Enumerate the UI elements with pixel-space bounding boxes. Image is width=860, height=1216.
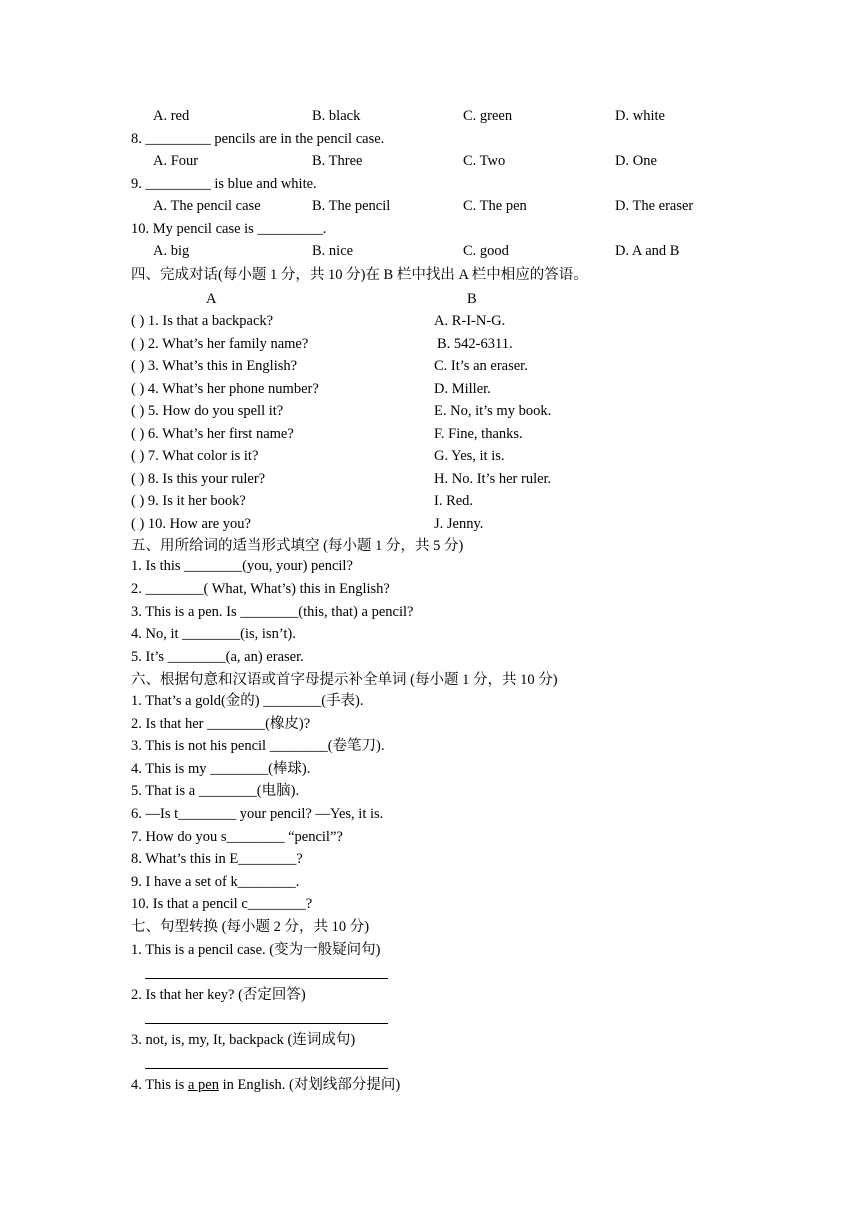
- section6-item-8: 8. What’s this in E________?: [131, 851, 303, 867]
- section5-item-1: 1. Is this ________(you, your) pencil?: [131, 558, 353, 574]
- section4-column-b-header: B: [467, 291, 477, 307]
- section4-question-6: ( ) 6. What’s her first name?: [131, 426, 294, 442]
- section5-item-3: 3. This is a pen. Is ________(this, that) a pencil?: [131, 604, 414, 620]
- section7-heading: 七、句型转换 (每小题 2 分，共 10 分): [131, 919, 370, 935]
- section4-answer-e: E. No, it’s my book.: [434, 403, 552, 419]
- section4-question-3: ( ) 3. What’s this in English?: [131, 358, 298, 374]
- section4-answer-f: F. Fine, thanks.: [434, 426, 523, 442]
- section7-answer-line-1[interactable]: [145, 978, 388, 979]
- section4-answer-i: I. Red.: [434, 493, 474, 509]
- section6-item-1: 1. That’s a gold(金的) ________(手表).: [131, 693, 364, 709]
- section5-heading: 五、用所给词的适当形式填空 (每小题 1 分，共 5 分): [131, 538, 464, 554]
- section6-item-10: 10. Is that a pencil c________?: [131, 896, 313, 912]
- section4-question-5: ( ) 5. How do you spell it?: [131, 403, 284, 419]
- q8-stem: 8. _________ pencils are in the pencil case.: [131, 131, 385, 147]
- section4-answer-h: H. No. It’s her ruler.: [434, 471, 552, 487]
- section6-item-3: 3. This is not his pencil ________(卷笔刀).: [131, 738, 385, 754]
- q8-option-c: C. Two: [463, 153, 506, 169]
- q10-option-c: C. good: [463, 243, 509, 259]
- section7-item-4-prefix: 4. This is: [131, 1077, 188, 1093]
- q10-option-d: D. A and B: [615, 243, 680, 259]
- section4-answer-a: A. R-I-N-G.: [434, 313, 506, 329]
- section6-item-4: 4. This is my ________(棒球).: [131, 761, 311, 777]
- q8-option-a: A. Four: [153, 153, 199, 169]
- section5-item-2: 2. ________( What, What’s) this in English?: [131, 581, 390, 597]
- section6-heading: 六、根据句意和汉语或首字母提示补全单词 (每小题 1 分，共 10 分): [131, 672, 558, 688]
- q10-option-b: B. nice: [312, 243, 354, 259]
- section6-item-5: 5. That is a ________(电脑).: [131, 783, 300, 799]
- section4-question-7: ( ) 7. What color is it?: [131, 448, 259, 464]
- q9-option-a: A. The pencil case: [153, 198, 261, 214]
- section5-item-4: 4. No, it ________(is, isn’t).: [131, 626, 296, 642]
- section7-item-4: [131, 1076, 400, 1094]
- q9-option-d: D. The eraser: [615, 198, 694, 214]
- section7-answer-line-3[interactable]: [145, 1068, 388, 1069]
- q10-stem: 10. My pencil case is _________.: [131, 221, 327, 237]
- section4-answer-c: C. It’s an eraser.: [434, 358, 528, 374]
- q9-option-b: B. The pencil: [312, 198, 391, 214]
- section7-item-2: 2. Is that her key? (否定回答): [131, 987, 306, 1003]
- section4-answer-d: D. Miller.: [434, 381, 491, 397]
- section4-column-a-header: A: [206, 291, 217, 307]
- section4-question-1: ( ) 1. Is that a backpack?: [131, 313, 274, 329]
- section7-answer-line-2[interactable]: [145, 1023, 388, 1024]
- section4-question-2: ( ) 2. What’s her family name?: [131, 336, 309, 352]
- section6-item-6: 6. —Is t________ your pencil? —Yes, it is.: [131, 806, 384, 822]
- section6-item-2: 2. Is that her ________(橡皮)?: [131, 716, 311, 732]
- q10-option-a: A. big: [153, 243, 190, 259]
- section7-item-4-underlined-phrase: a pen: [187, 1077, 219, 1093]
- section7-item-4-suffix: in English. (对划线部分提问): [218, 1077, 401, 1093]
- q8-option-b: B. Three: [312, 153, 363, 169]
- section4-question-4: ( ) 4. What’s her phone number?: [131, 381, 319, 397]
- q7-option-d: D. white: [615, 108, 665, 124]
- q7-option-b: B. black: [312, 108, 361, 124]
- section7-item-3: 3. not, is, my, It, backpack (连词成句): [131, 1032, 356, 1048]
- section4-question-10: ( ) 10. How are you?: [131, 516, 251, 532]
- q9-stem: 9. _________ is blue and white.: [131, 176, 317, 192]
- section7-item-1: 1. This is a pencil case. (变为一般疑问句): [131, 942, 381, 958]
- q7-option-a: A. red: [153, 108, 190, 124]
- q7-option-c: C. green: [463, 108, 513, 124]
- section4-answer-b: B. 542-6311.: [437, 336, 513, 352]
- section4-answer-j: J. Jenny.: [434, 516, 484, 532]
- section4-answer-g: G. Yes, it is.: [434, 448, 505, 464]
- section4-heading: 四、完成对话(每小题 1 分，共 10 分)在 B 栏中找出 A 栏中相应的答语。: [131, 267, 588, 283]
- section6-item-9: 9. I have a set of k________.: [131, 874, 300, 890]
- section5-item-5: 5. It’s ________(a, an) eraser.: [131, 649, 304, 665]
- q8-option-d: D. One: [615, 153, 657, 169]
- section4-question-8: ( ) 8. Is this your ruler?: [131, 471, 266, 487]
- q9-option-c: C. The pen: [463, 198, 527, 214]
- section6-item-7: 7. How do you s________ “pencil”?: [131, 829, 343, 845]
- section4-question-9: ( ) 9. Is it her book?: [131, 493, 246, 509]
